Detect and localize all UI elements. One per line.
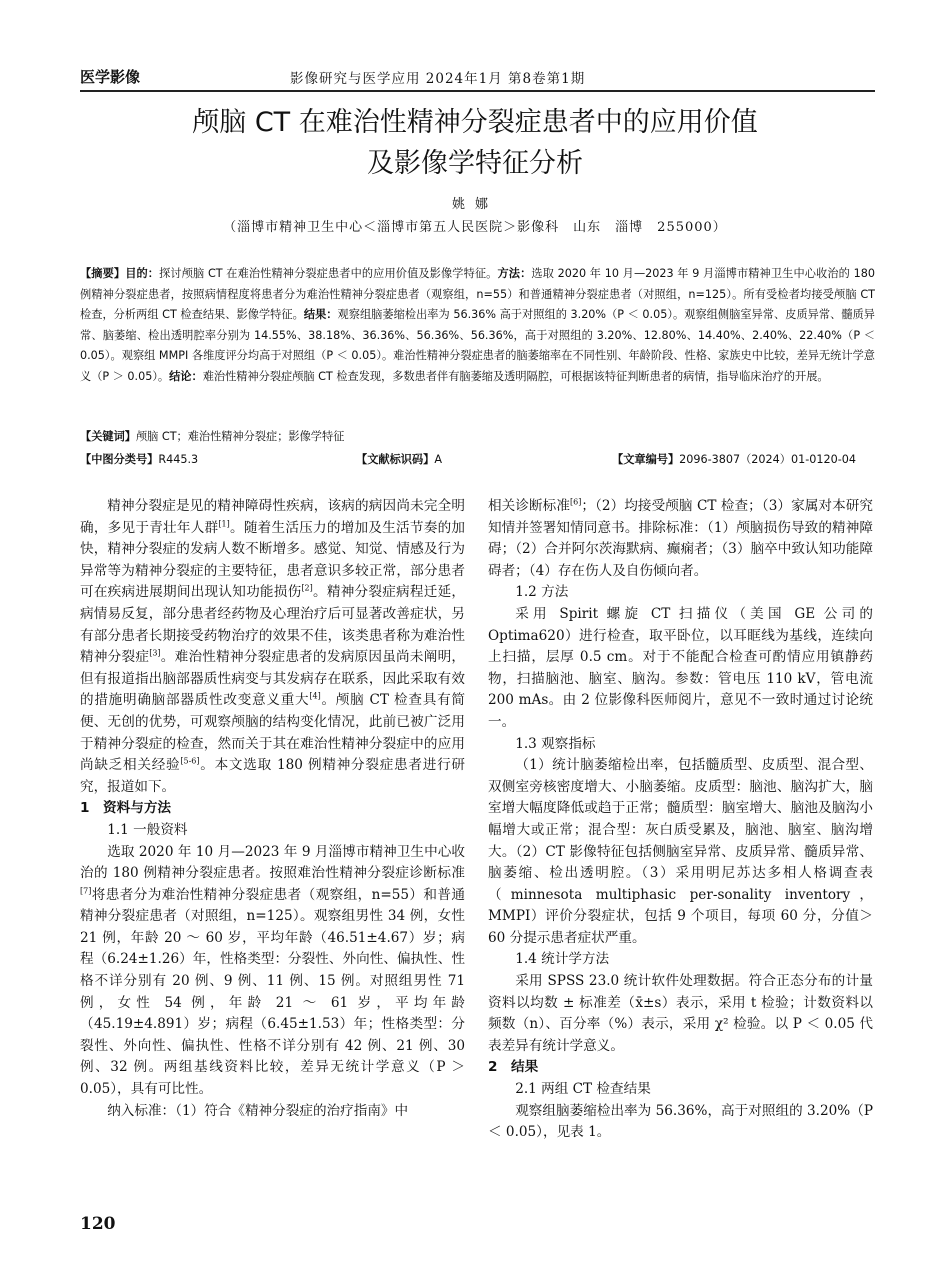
citation: [7] bbox=[80, 886, 92, 896]
subsection-heading: 1.1 一般资料 bbox=[107, 821, 188, 838]
purpose-text: 探讨颅脑 CT 在难治性精神分裂症患者中的应用价值及影像学特征。 bbox=[159, 267, 498, 280]
abstract-label: 【摘要】 bbox=[80, 267, 126, 280]
doc-code bbox=[356, 451, 442, 467]
criteria-paragraph bbox=[488, 496, 873, 582]
left-column bbox=[80, 496, 465, 1122]
keywords-label: 【关键词】 bbox=[80, 430, 136, 443]
page-number: 120 bbox=[80, 1214, 116, 1234]
text: 。难治性精神分裂症患者的发病原因虽尚未阐明，但有报道指出脑部器质性病变与其发病存在联系，因此采取有效的措施明确脑部器质性改变意义重大 bbox=[80, 649, 466, 709]
author: 姚娜 bbox=[451, 197, 498, 212]
text: ；（2）均接受颅脑 CT 检查；（3）家属对本研究知情并签署知情同意书。排除标准：（1）颅脑损伤导致的精神障碍；（2）合并阿尔茨海默病、癫痫者；（3）脑卒中致认知功能障碍者；（4）存在伤人及自伤倾向者。 bbox=[488, 498, 874, 579]
general-data-paragraph bbox=[80, 842, 465, 1101]
indicator-paragraph: （1）统计脑萎缩检出率，包括髓质型、皮质型、混合型、双侧室旁核密度增大、小脑萎缩。皮质型：脑池、脑沟扩大，脑室增大幅度降低或趋于正常；髓质型：脑室增大、脑池及脑沟小幅增大或正常；混合型：灰白质受累及，脑池、脑室、脑沟增大。（2）CT 影像特征包括侧脑室异常、皮质异常、髓质异常、脑萎缩、检出透明腔。（3）采用明尼苏达多相人格调查表（minnesota multiphasic per-sonality inventory，MMPI）评价分裂症状，包括 9 个项目，每项 60 分，分值＞60 分提示患者症状严重。 bbox=[488, 757, 873, 946]
citation: [2] bbox=[301, 583, 313, 593]
result-text: 观察组脑萎缩检出率为 56.36% 高于对照组的 3.20%（P ＜ 0.05）。观察组侧脑室异常、皮质异常、髓质异常、脑萎缩、检出透明腔率分别为 14.55%、38.18%、36.36%、56.36%、56.36%，高于对照组的 3.20%、12.80%、14.40%、2.40%、22.40%（P ＜ 0.05）。观察组 MMPI 各维度评分均高于对照组（P ＜ 0.05）。难治性精神分裂症患者的脑萎缩率在不同性别、年龄阶段、性格、家族史中比较，差异无统计学意义（P ＞ 0.05）。 bbox=[80, 308, 875, 383]
doc-label: 【文献标识码】 bbox=[356, 453, 435, 466]
inclusion-paragraph: 纳入标准：（1）符合《精神分裂症的治疗指南》中 bbox=[107, 1102, 409, 1119]
section-label: 医学影像 bbox=[80, 68, 141, 86]
text: 。本文选取 180 例精神分裂症患者进行研究，报道如下。 bbox=[80, 757, 465, 795]
running-header bbox=[80, 64, 875, 92]
conclusion-label: 结论： bbox=[169, 369, 203, 383]
text: 相关诊断标准 bbox=[488, 498, 570, 514]
clc-number bbox=[80, 451, 198, 467]
result-label: 结果： bbox=[303, 308, 338, 322]
section-heading: 2 结果 bbox=[488, 1059, 539, 1076]
text: 。精神分裂症病程迁延，病情易反复，部分患者经药物及心理治疗后可显著改善症状，另有部分患者长期接受药物治疗的效果不佳，该类患者称为难治性精神分裂症 bbox=[80, 584, 466, 666]
keywords bbox=[80, 428, 344, 444]
title-line-2: 及影像学特征分析 bbox=[367, 148, 583, 179]
text: 将患者分为难治性精神分裂症患者（观察组，n=55）和普通精神分裂症患者（对照组，n=125）。观察组男性 34 例，女性 21 例，年龄 20 ～ 60 岁，平均年龄（46.51±4.67）岁；病程（6.24±1.26）年，性格类型：分裂性、外向性、偏执性、性格不详分别有 20 例、9 例、11 例、15 例。对照组男性 71 例，女性 54 例，年龄 21 ～ 61 岁，平均年龄（45.19±4.891）岁；病程（6.45±1.53）年；性格类型：分裂性、外向性、偏执性、性格不详分别有 42 例、21 例、30 例、32 例。两组基线资料比较，差异无统计学意义（P ＞ 0.05），具有可比性。 bbox=[80, 886, 465, 1098]
section-heading: 1 资料与方法 bbox=[80, 800, 172, 817]
statistics-paragraph: 采用 SPSS 23.0 统计软件处理数据。符合正态分布的计量资料以均数 ± 标准差（x̄±s）表示，采用 t 检验；计数资料以频数（n）、百分率（%）表示，采用 χ² 检验。以 P ＜ 0.05 代表差异有统计学意义。 bbox=[488, 973, 873, 1054]
subsection-heading: 1.2 方法 bbox=[515, 584, 569, 601]
doc-value: A bbox=[434, 453, 442, 466]
method-paragraph: 采用 Spirit 螺旋 CT 扫描仪（美国 GE 公司的 Optima620）进行检查，取平卧位，以耳眶线为基线，连续向上扫描，层厚 0.5 cm。对于不能配合检查可酌情应用镇静药物，扫描脑池、脑室、脑沟。参数：管电压 110 kV，管电流 200 mAs。由 2 位影像科医师阅片，意见不一致时通过讨论统一。 bbox=[488, 605, 873, 730]
results-paragraph: 观察组脑萎缩检出率为 56.36%，高于对照组的 3.20%（P ＜ 0.05），见表 1。 bbox=[488, 1102, 873, 1141]
article-label: 【文章编号】 bbox=[612, 453, 680, 466]
conclusion-text: 难治性精神分裂症颅脑 CT 检查发现，多数患者伴有脑萎缩及透明隔腔，可根据该特征判断患者的病情，指导临床治疗的开展。 bbox=[202, 369, 829, 383]
citation: [1] bbox=[218, 519, 230, 529]
method-label: 方法： bbox=[497, 267, 532, 280]
article-number bbox=[612, 451, 856, 467]
article-title bbox=[0, 102, 950, 184]
citation: [4] bbox=[309, 691, 321, 701]
citation: [3] bbox=[149, 648, 161, 658]
purpose-label: 目的： bbox=[125, 267, 160, 280]
clc-label: 【中图分类号】 bbox=[80, 453, 159, 466]
text: 。随着生活压力的增加及生活节奏的加快，精神分裂症的发病人数不断增多。感觉、知觉、情感及行为异常等为精神分裂症的主要特征，患者意识多较正常，部分患者可在疾病进展期间出现认知功能损伤 bbox=[80, 519, 465, 601]
citation: [6] bbox=[570, 497, 582, 507]
article-value: 2096-3807（2024）01-0120-04 bbox=[679, 453, 856, 466]
subsection-heading: 1.4 统计学方法 bbox=[515, 951, 610, 968]
journal-info: 影像研究与医学应用 2024年1月 第8卷第1期 bbox=[290, 71, 586, 87]
text: 。颅脑 CT 检查具有简便、无创的优势，可观察颅脑的结构变化情况，此前已被广泛用于精神分裂症的检查，然而关于其在难治性精神分裂症中的应用尚缺乏相关经验 bbox=[80, 692, 465, 774]
method-text: 选取 2020 年 10 月—2023 年 9 月淄博市精神卫生中心收治的 180 例精神分裂症患者，按照病情程度将患者分为难治性精神分裂症患者（观察组，n=55）和普通精神分裂症患者（对照组，n=125）。所有受检者均接受颅脑 CT 检查，分析两组 CT 检查结果、影像学特征。 bbox=[80, 267, 875, 322]
text: 精神分裂症是见的精神障碍性疾病，该病的病因尚未完全明确，多见于青壮年人群 bbox=[80, 498, 465, 536]
affiliation: （淄博市精神卫生中心＜淄博市第五人民医院＞影像科 山东 淄博 255000） bbox=[223, 220, 727, 235]
abstract bbox=[80, 264, 875, 388]
keywords-text: 颅脑 CT；难治性精神分裂症；影像学特征 bbox=[135, 430, 345, 443]
subsection-heading: 1.3 观察指标 bbox=[515, 735, 596, 752]
title-line-1: 颅脑 CT 在难治性精神分裂症患者中的应用价值 bbox=[192, 107, 758, 138]
right-column bbox=[488, 496, 873, 1144]
text: 选取 2020 年 10 月—2023 年 9 月淄博市精神卫生中心收治的 180 例精神分裂症患者。按照难治性精神分裂症诊断标准 bbox=[80, 843, 465, 882]
citation: [5-6] bbox=[180, 756, 200, 766]
subsection-heading: 2.1 两组 CT 检查结果 bbox=[515, 1081, 651, 1098]
clc-value: R445.3 bbox=[158, 453, 199, 466]
intro-paragraph bbox=[80, 496, 465, 798]
